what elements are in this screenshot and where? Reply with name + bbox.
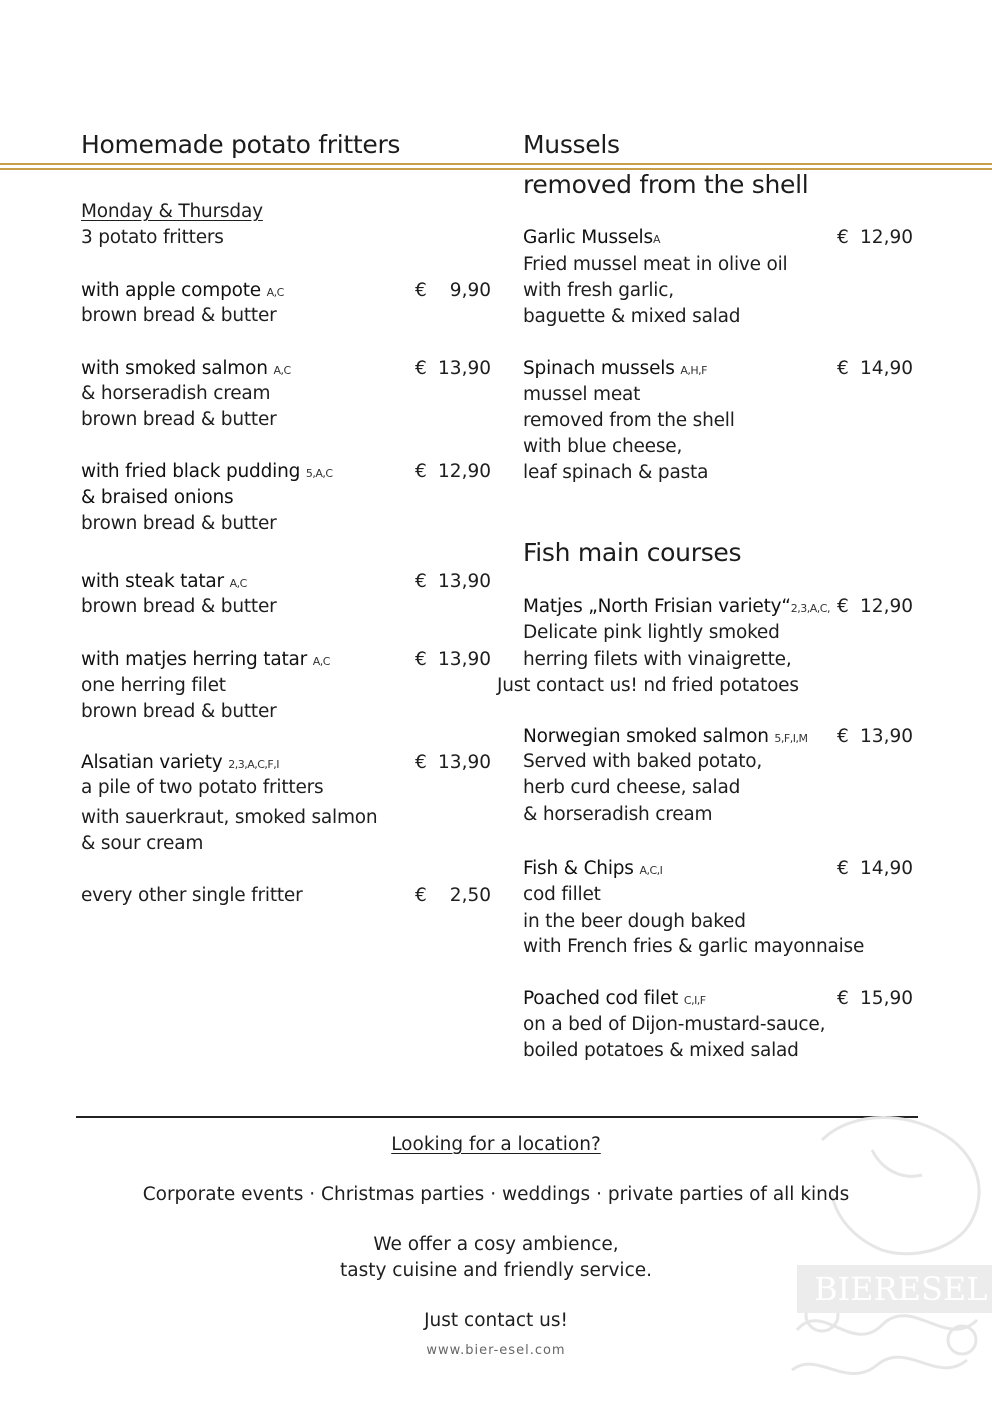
item-name-text: with smoked salmon xyxy=(81,358,268,379)
euro-sign: € xyxy=(415,571,427,592)
item-description: & horseradish cream xyxy=(81,383,271,404)
item-name-text: Norwegian smoked salmon xyxy=(523,726,769,747)
euro-sign: € xyxy=(415,885,427,906)
item-description: leaf spinach & pasta xyxy=(523,462,709,483)
item-description: brown bread & butter xyxy=(81,596,277,617)
item-name-text: Poached cod filet xyxy=(523,988,679,1009)
item-price: 15,90 xyxy=(860,988,913,1009)
item-price: 13,90 xyxy=(438,752,491,773)
heading-mussels-subtitle: removed from the shell xyxy=(523,170,809,199)
item-price: 2,50 xyxy=(449,885,491,906)
item-description: boiled potatoes & mixed salad xyxy=(523,1040,799,1061)
item-price: 14,90 xyxy=(860,358,913,379)
item-description: & horseradish cream xyxy=(523,804,713,825)
menu-item-name xyxy=(81,649,330,670)
item-name-text: with steak tatar xyxy=(81,571,224,592)
menu-item-name xyxy=(81,280,284,301)
item-description: removed from the shell xyxy=(523,410,735,431)
footer-events-list: Corporate events · Christmas parties · weddings · private parties of all kinds xyxy=(142,1184,850,1205)
allergen-codes: A,H,F xyxy=(680,364,707,377)
menu-item-name xyxy=(81,358,291,379)
item-price: 13,90 xyxy=(860,726,913,747)
item-name-text: Matjes „North Frisian variety“ xyxy=(523,596,791,617)
menu-item-name xyxy=(81,461,333,482)
gold-rule-top xyxy=(0,163,992,165)
potato-days: Monday & Thursday xyxy=(81,201,263,222)
footer-offer-line-1: We offer a cosy ambience, xyxy=(373,1234,619,1255)
allergen-codes: A,C xyxy=(266,286,284,299)
footer-website-link[interactable]: www.bier-esel.com xyxy=(426,1343,566,1358)
heading-potato-fritters: Homemade potato fritters xyxy=(81,130,401,159)
item-description: brown bread & butter xyxy=(81,513,277,534)
item-name-text: Spinach mussels xyxy=(523,358,675,379)
euro-sign: € xyxy=(415,280,427,301)
gold-rule-bottom xyxy=(0,168,992,170)
euro-sign: € xyxy=(837,858,849,879)
single-fritter-label: every other single fritter xyxy=(81,885,303,906)
allergen-codes: 5,A,C xyxy=(305,467,333,480)
item-price: 12,90 xyxy=(860,227,913,248)
item-name-text: Alsatian variety xyxy=(81,752,223,773)
allergen-codes: A,C xyxy=(229,577,247,590)
item-description: & sour cream xyxy=(81,833,204,854)
allergen-codes: A xyxy=(652,233,660,246)
allergen-codes: 2,3,A,C, xyxy=(790,602,830,615)
item-price: 13,90 xyxy=(438,571,491,592)
item-description: with French fries & garlic mayonnaise xyxy=(523,936,865,957)
euro-sign: € xyxy=(837,227,849,248)
allergen-codes: 2,3,A,C,F,I xyxy=(228,758,279,771)
allergen-codes: A,C,I xyxy=(639,864,663,877)
allergen-codes: 5,F,I,M xyxy=(774,732,808,745)
item-description: one herring filet xyxy=(81,675,226,696)
item-price: 12,90 xyxy=(438,461,491,482)
item-name-text: with fried black pudding xyxy=(81,461,301,482)
item-description: baguette & mixed salad xyxy=(523,306,741,327)
menu-item-name xyxy=(523,726,807,747)
item-description: with blue cheese, xyxy=(523,436,683,457)
menu-item-name xyxy=(523,858,662,879)
menu-item-name xyxy=(523,596,830,617)
heading-mussels: Mussels xyxy=(523,130,620,159)
item-description: with sauerkraut, smoked salmon xyxy=(81,807,378,828)
item-description: brown bread & butter xyxy=(81,305,277,326)
footer-offer-line-2: tasty cuisine and friendly service. xyxy=(339,1260,653,1281)
euro-sign: € xyxy=(415,358,427,379)
item-description: cod fillet xyxy=(523,884,601,905)
heading-fish-main-courses: Fish main courses xyxy=(523,538,742,567)
menu-item-name xyxy=(81,571,247,592)
overlay-contact-text: Just contact us! xyxy=(497,675,638,696)
euro-sign: € xyxy=(837,726,849,747)
item-price: 14,90 xyxy=(860,858,913,879)
item-name-continued: & braised onions xyxy=(81,487,234,508)
item-description: brown bread & butter xyxy=(81,409,277,430)
menu-item-name xyxy=(523,988,706,1009)
item-description: on a bed of Dijon-mustard-sauce, xyxy=(523,1014,826,1035)
item-description: a pile of two potato fritters xyxy=(81,777,324,798)
allergen-codes: A,C xyxy=(273,364,291,377)
item-description: herring filets with vinaigrette, xyxy=(523,649,792,670)
item-description: mussel meat xyxy=(523,384,641,405)
item-name-text: with matjes herring tatar xyxy=(81,649,308,670)
potato-intro: 3 potato fritters xyxy=(81,227,224,248)
footer-contact: Just contact us! xyxy=(424,1310,568,1331)
item-price: 9,90 xyxy=(449,280,491,301)
item-description: Fried mussel meat in olive oil xyxy=(523,254,788,275)
item-description: Served with baked potato, xyxy=(523,751,763,772)
item-description: Delicate pink lightly smoked xyxy=(523,622,780,643)
overlay-potatoes-text: nd fried potatoes xyxy=(643,675,799,696)
euro-sign: € xyxy=(415,461,427,482)
item-description: with fresh garlic, xyxy=(523,280,674,301)
item-name-text: with apple compote xyxy=(81,280,261,301)
item-description: in the beer dough baked xyxy=(523,911,746,932)
item-name-text: Garlic Mussels xyxy=(523,227,653,248)
menu-item-name xyxy=(523,358,707,379)
euro-sign: € xyxy=(415,752,427,773)
euro-sign: € xyxy=(837,358,849,379)
logo-wordmark: BIERESEL xyxy=(814,1270,988,1308)
item-price: 12,90 xyxy=(860,596,913,617)
menu-item-name xyxy=(81,752,279,773)
item-description: brown bread & butter xyxy=(81,701,277,722)
allergen-codes: C,I,F xyxy=(683,994,706,1007)
euro-sign: € xyxy=(837,988,849,1009)
item-price: 13,90 xyxy=(438,358,491,379)
overlapping-text xyxy=(497,675,799,696)
item-price: 13,90 xyxy=(438,649,491,670)
euro-sign: € xyxy=(837,596,849,617)
allergen-codes: A,C xyxy=(312,655,330,668)
item-description: herb curd cheese, salad xyxy=(523,777,741,798)
footer-location-question: Looking for a location? xyxy=(391,1134,601,1155)
euro-sign: € xyxy=(415,649,427,670)
menu-item-name xyxy=(523,227,660,248)
item-name-text: Fish & Chips xyxy=(523,858,634,879)
